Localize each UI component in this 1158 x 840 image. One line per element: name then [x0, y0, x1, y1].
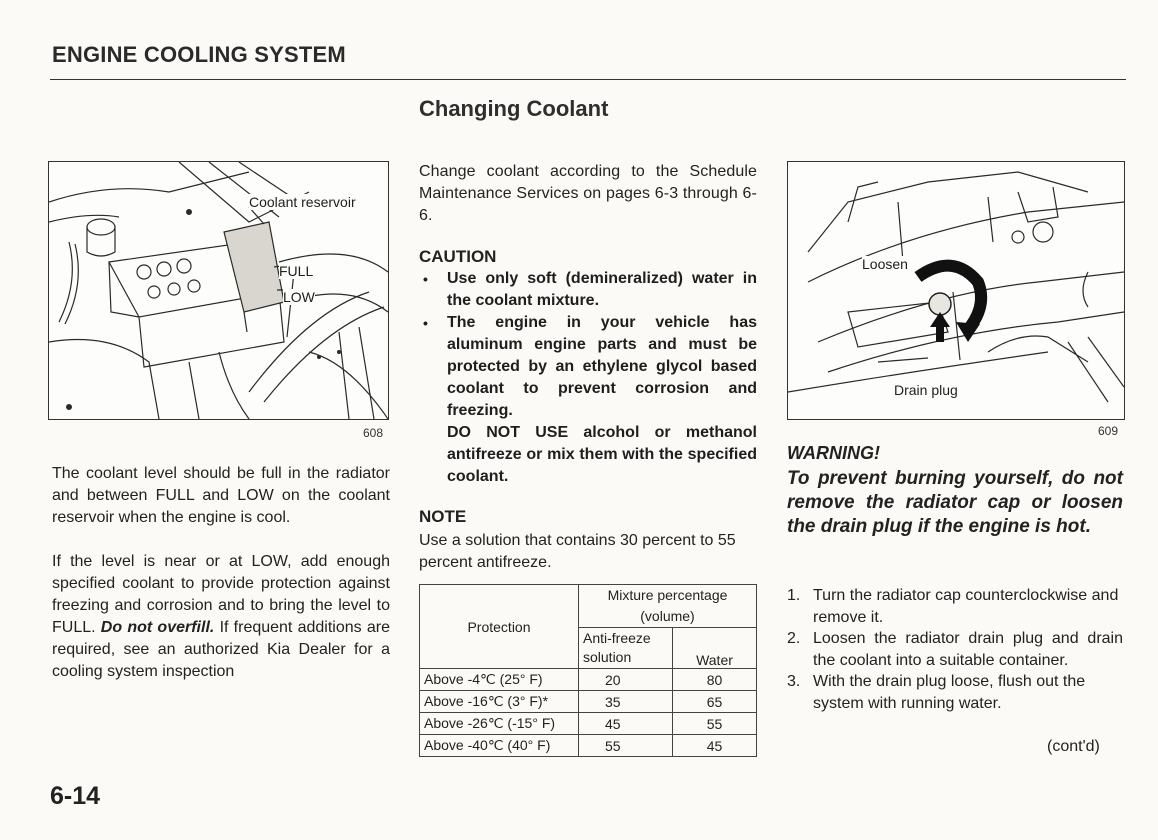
header-rule: [50, 79, 1126, 80]
cell-water: 80: [673, 669, 757, 691]
table-row: [420, 669, 757, 691]
cell-protection: Above -16℃ (3° F)*: [420, 691, 579, 713]
cell-water: 45: [673, 735, 757, 757]
label-drain-plug: Drain plug: [894, 382, 958, 398]
table-row: [420, 691, 757, 713]
low-level-paragraph: [52, 551, 390, 683]
step-text: With the drain plug loose, flush out the system with running water.: [813, 673, 1086, 712]
header-antifreeze: Anti-freeze solution: [579, 628, 673, 669]
header-protection: Protection: [420, 585, 579, 669]
cell-protection: Above -40℃ (40° F): [420, 735, 579, 757]
drain-plug-illustration: [787, 161, 1125, 420]
caution-list: [419, 268, 757, 488]
caution-item: • The engine in your vehicle has aluminum engine parts and must be protected by an ethylene glycol based coolant to prevent corrosion and freezing.: [419, 312, 757, 422]
table-row: [420, 713, 757, 735]
warning-heading: WARNING!: [787, 443, 880, 463]
page-header: ENGINE COOLING SYSTEM: [52, 42, 346, 67]
step-number: 1.: [787, 587, 801, 604]
low-level-text-end: If frequent additions are required, see an authorized Kia Dealer for a cooling system inspection: [52, 619, 390, 680]
coolant-level-paragraph: The coolant level should be full in the radiator and between FULL and LOW on the coolant reservoir when the engine is cool.: [52, 465, 390, 526]
page-number: 6-14: [50, 782, 101, 810]
cell-water: 55: [673, 713, 757, 735]
drain-steps-list: [787, 585, 1123, 714]
cell-antifreeze: 55: [579, 735, 673, 757]
radiator-drain-drawing: [788, 162, 1124, 419]
cell-antifreeze: 45: [579, 713, 673, 735]
step-number: 2.: [787, 630, 801, 647]
step-item: [787, 671, 1123, 714]
label-low: LOW: [283, 289, 315, 305]
note-heading: NOTE: [419, 507, 467, 526]
cell-protection: Above -26℃ (-15° F): [420, 713, 579, 735]
caution-heading: CAUTION: [419, 247, 497, 266]
header-water: Water: [673, 628, 757, 669]
step-item: [787, 628, 1123, 671]
step-number: 3.: [787, 673, 801, 690]
cell-protection: Above -4℃ (25° F): [420, 669, 579, 691]
cell-antifreeze: 20: [579, 669, 673, 691]
continued-note: (cont'd): [1047, 738, 1100, 755]
header-mixture: Mixture percentage (volume): [579, 585, 757, 628]
low-level-text-start: If the level is near or at LOW, add enough specified coolant to provide protection against freezing and corrosion and to bring the level to FULL.: [52, 553, 390, 636]
cell-antifreeze: 35: [579, 691, 673, 713]
figure-number-608: 608: [363, 426, 384, 440]
cell-water: 65: [673, 691, 757, 713]
step-item: [787, 585, 1123, 628]
do-not-overfill: Do not overfill.: [100, 619, 215, 636]
label-coolant-reservoir: Coolant reservoir: [249, 194, 356, 210]
coolant-reservoir-illustration: [48, 161, 389, 420]
change-coolant-intro: Change coolant according to the Schedule Maintenance Services on pages 6-3 through 6-6.: [419, 163, 757, 224]
caution-extra: DO NOT USE alcohol or methanol antifreeze or mix them with the specified coolant.: [447, 424, 757, 485]
label-loosen: Loosen: [862, 256, 908, 272]
antifreeze-mixture-table: [419, 584, 757, 757]
section-title: Changing Coolant: [419, 96, 609, 121]
warning-text: To prevent burning yourself, do not remove the radiator cap or loosen the drain plug if the engine is hot.: [787, 468, 1123, 537]
label-full: FULL: [279, 263, 314, 279]
caution-item: • Use only soft (demineralized) water in the coolant mixture.: [419, 268, 757, 312]
table-row: [420, 735, 757, 757]
step-text: Turn the radiator cap counterclockwise and remove it.: [813, 587, 1119, 626]
step-text: Loosen the radiator drain plug and drain the coolant into a suitable container.: [813, 630, 1123, 669]
figure-number-609: 609: [1098, 424, 1119, 438]
note-text: Use a solution that contains 30 percent to 55 percent antifreeze.: [419, 532, 736, 571]
